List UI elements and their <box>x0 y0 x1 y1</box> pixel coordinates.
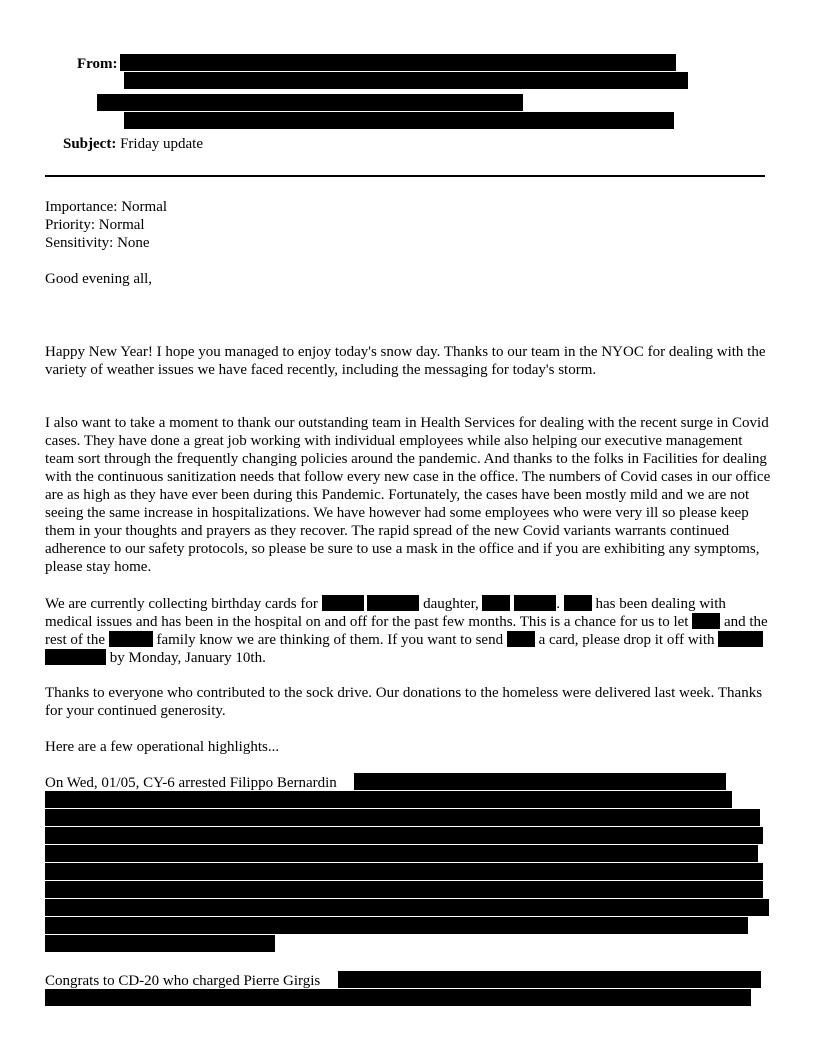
redaction <box>514 595 556 611</box>
redaction <box>692 613 720 629</box>
redaction <box>482 595 510 611</box>
importance: Importance: Normal <box>45 199 168 215</box>
paragraph-highlights-intro: Here are a few operational highlights... <box>45 739 280 755</box>
redaction-from-line-2 <box>124 72 688 89</box>
redaction <box>367 595 419 611</box>
redaction-to-line-1 <box>97 94 523 111</box>
redaction-block <box>354 773 726 790</box>
redaction-block <box>45 989 751 1006</box>
greeting: Good evening all, <box>45 271 153 287</box>
redaction-block <box>45 863 763 880</box>
paragraph-birthday-cards: We are currently collecting birthday cards for daughter, . has been dealing with medical issues and has been in the hospital on and off for the past few months. This is a chance for us to let and the rest of the family know we are thinking of them. If you want to send a card, please drop it off with by Monday, January 10th. <box>45 596 768 666</box>
paragraph-sock-drive: Thanks to everyone who contributed to the sock drive. Our donations to the homeless were delivered last week. Thanks for your continued generosity. <box>45 685 763 719</box>
priority: Priority: Normal <box>45 217 145 233</box>
paragraph-new-year: Happy New Year! I hope you managed to enjoy today's snow day. Thanks to our team in the NYOC for dealing with the variety of weather issues we have faced recently, including the messaging for today's storm. <box>45 344 766 378</box>
header-divider <box>45 175 765 177</box>
redaction-block <box>338 971 761 988</box>
redaction-block <box>45 809 760 826</box>
redaction-block <box>45 845 758 862</box>
from-label: From: <box>77 56 118 72</box>
redaction-block <box>45 917 748 934</box>
sensitivity: Sensitivity: None <box>45 235 150 251</box>
highlight-charge-lead: Congrats to CD-20 who charged Pierre Girgis <box>45 973 321 989</box>
redaction-block <box>45 791 732 808</box>
redaction-to-line-2 <box>124 112 674 129</box>
highlight-arrest-lead: On Wed, 01/05, CY-6 arrested Filippo Bernardin <box>45 775 337 791</box>
redaction <box>45 649 106 665</box>
subject-label: Subject: <box>63 136 117 152</box>
redaction <box>718 631 763 647</box>
paragraph-health-services: I also want to take a moment to thank our outstanding team in Health Services for dealing with the recent surge in Covid cases. They have done a great job working with individual employees while also helping our executive management team sort through the frequently changing policies around the pandemic. And thanks to the folks in Facilities for dealing with the continuous sanitization needs that follow every new case in the office. The numbers of Covid cases in our office are as high as they have ever been during this Pandemic. Fortunately, the cases have been mostly mild and we are not seeing the same increase in hospitalizations. We have however had some employees who were very ill so please keep them in your thoughts and prayers as they recover. The rapid spread of the new Covid variants warrants continued adherence to our safety protocols, so please be sure to use a mask in the office and if you are exhibiting any symptoms, please stay home. <box>45 415 771 575</box>
redaction-from-line-1 <box>120 54 676 71</box>
subject-value: Friday update <box>120 136 203 152</box>
redaction <box>109 631 153 647</box>
subject-line <box>63 135 203 153</box>
redaction-block <box>45 899 769 916</box>
redaction <box>322 595 364 611</box>
redaction <box>507 631 535 647</box>
redaction-block <box>45 827 763 844</box>
redaction <box>564 595 592 611</box>
redaction-block <box>45 935 275 952</box>
redaction-block <box>45 881 763 898</box>
